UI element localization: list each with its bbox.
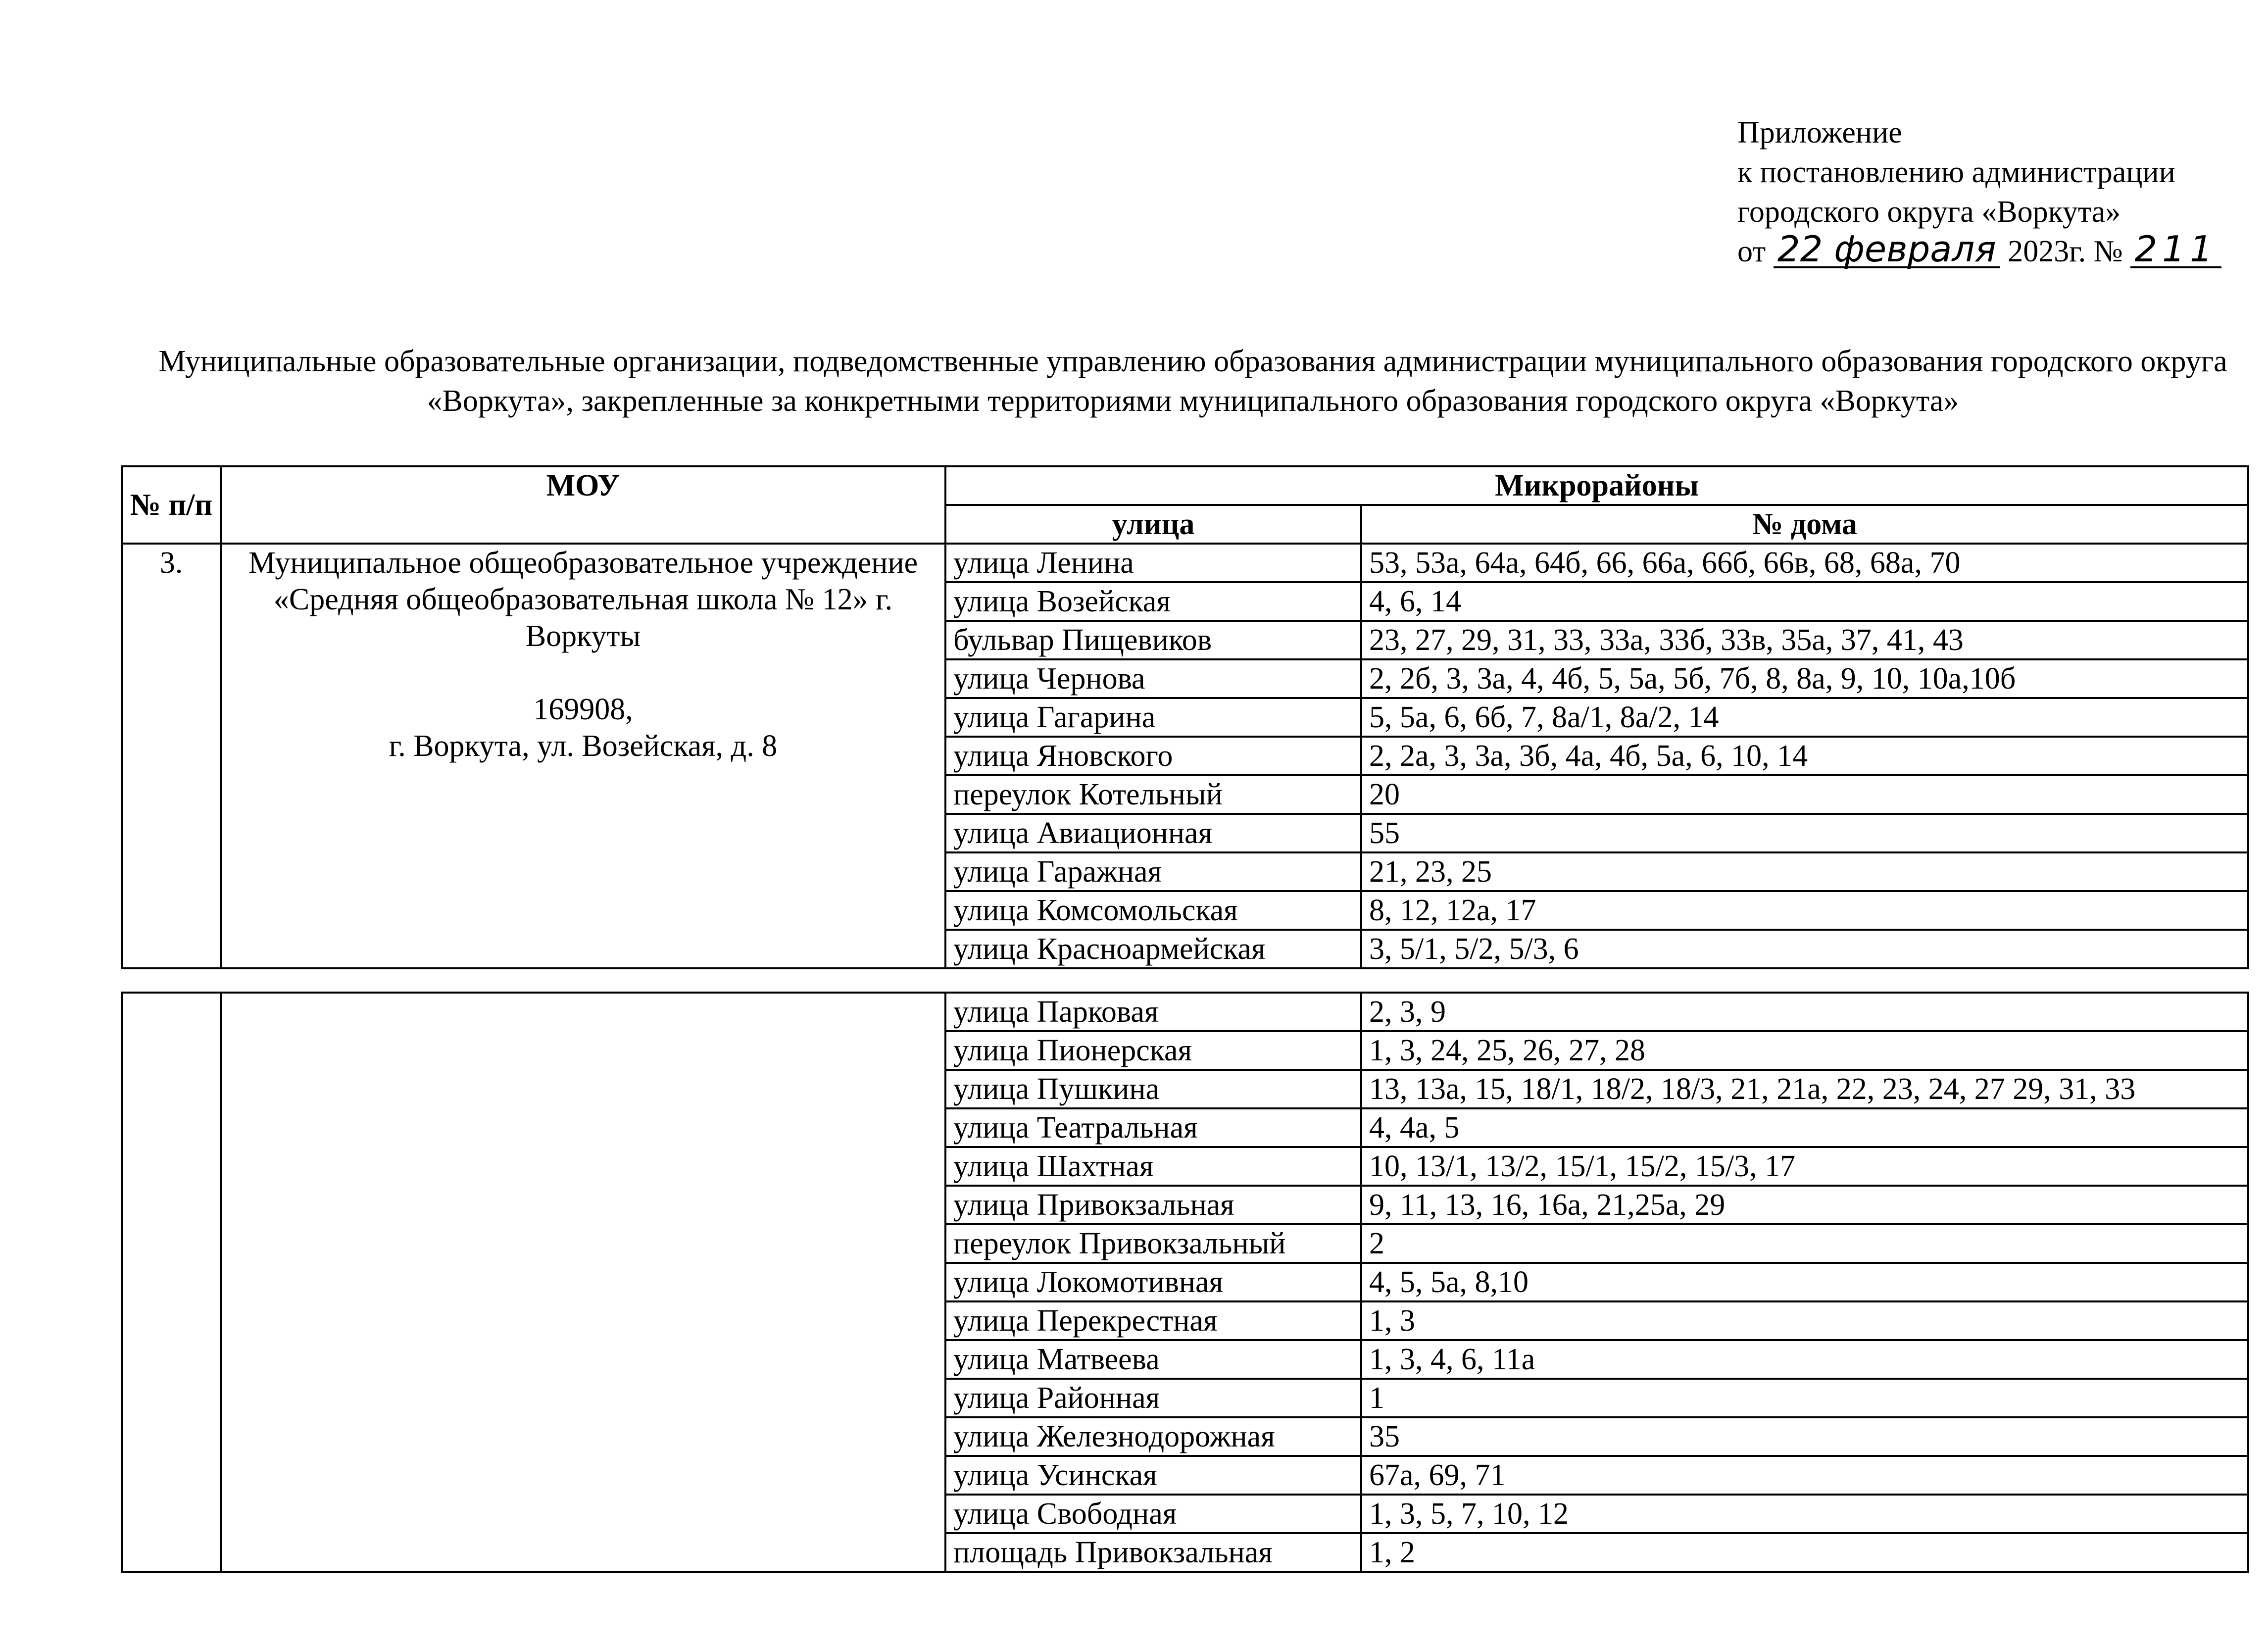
year-label: 2023г. № (2008, 235, 2123, 268)
houses-cell: 5, 5а, 6, 6б, 7, 8а/1, 8а/2, 14 (1361, 698, 2248, 737)
houses-cell: 1, 3 (1361, 1301, 2248, 1340)
entry-number-continued (122, 993, 221, 1572)
handwritten-number: 211 (2130, 232, 2221, 268)
houses-cell: 21, 23, 25 (1361, 852, 2248, 891)
street-cell: улица Привокзальная (945, 1186, 1361, 1224)
street-cell: улица Матвеева (945, 1340, 1361, 1379)
street-cell: улица Гаражная (945, 852, 1361, 891)
street-cell: бульвар Пищевиков (945, 621, 1361, 659)
houses-cell: 4, 5, 5а, 8,10 (1361, 1263, 2248, 1301)
appendix-line-decree: к постановлению администрации (1737, 155, 2175, 189)
street-cell: улица Железнодорожная (945, 1417, 1361, 1456)
houses-cell: 3, 5/1, 5/2, 5/3, 6 (1361, 930, 2248, 968)
street-cell: улица Красноармейская (945, 930, 1361, 968)
table-row (122, 993, 2248, 1031)
street-cell: улица Перекрестная (945, 1301, 1361, 1340)
street-cell: улица Театральная (945, 1108, 1361, 1147)
header-districts: Микрорайоны (945, 466, 2248, 505)
street-cell: улица Яновского (945, 737, 1361, 775)
street-cell: улица Свободная (945, 1495, 1361, 1533)
date-prefix: от (1737, 235, 1766, 268)
districts-table-page-2 (121, 992, 2249, 1573)
street-cell: улица Гагарина (945, 698, 1361, 737)
houses-cell: 4, 4а, 5 (1361, 1108, 2248, 1147)
houses-cell: 35 (1361, 1417, 2248, 1456)
street-cell: улица Пушкина (945, 1070, 1361, 1108)
houses-cell: 1, 3, 24, 25, 26, 27, 28 (1361, 1031, 2248, 1070)
houses-cell: 4, 6, 14 (1361, 582, 2248, 621)
houses-cell: 2 (1361, 1224, 2248, 1263)
street-cell: улица Комсомольская (945, 891, 1361, 930)
houses-cell: 9, 11, 13, 16, 16а, 21,25а, 29 (1361, 1186, 2248, 1224)
houses-cell: 1, 3, 5, 7, 10, 12 (1361, 1495, 2248, 1533)
header-street: улица (945, 505, 1361, 544)
street-cell: улица Авиационная (945, 814, 1361, 852)
houses-cell: 2, 3, 9 (1361, 993, 2248, 1031)
houses-cell: 1, 3, 4, 6, 11а (1361, 1340, 2248, 1379)
street-cell: улица Ленина (945, 544, 1361, 582)
header-houses: № дома (1361, 505, 2248, 544)
street-cell: улица Пионерская (945, 1031, 1361, 1070)
street-cell: площадь Привокзальная (945, 1533, 1361, 1572)
houses-cell: 2, 2б, 3, 3а, 4, 4б, 5, 5а, 5б, 7б, 8, 8а, 9, 10, 10а,10б (1361, 659, 2248, 698)
appendix-date-line (1737, 228, 2221, 271)
houses-cell: 13, 13а, 15, 18/1, 18/2, 18/3, 21, 21а, 22, 23, 24, 27 29, 31, 33 (1361, 1070, 2248, 1108)
houses-cell: 20 (1361, 775, 2248, 814)
houses-cell: 8, 12, 12а, 17 (1361, 891, 2248, 930)
appendix-block (1737, 113, 2221, 271)
houses-cell: 1, 2 (1361, 1533, 2248, 1572)
street-cell: переулок Привокзальный (945, 1224, 1361, 1263)
school-address (229, 691, 937, 764)
school-street-address: г. Воркута, ул. Возейская, д. 8 (389, 729, 778, 763)
appendix-line-district: городского округа «Воркута» (1737, 195, 2121, 229)
districts-table-page-1 (121, 465, 2249, 969)
header-school: МОУ (221, 466, 945, 544)
entry-number: 3. (122, 544, 221, 968)
houses-cell: 67а, 69, 71 (1361, 1456, 2248, 1495)
school-postcode: 169908, (533, 693, 633, 726)
street-cell: улица Усинская (945, 1456, 1361, 1495)
header-num: № п/п (122, 466, 221, 544)
houses-cell: 55 (1361, 814, 2248, 852)
document-title: Муниципальные образовательные организации, подведомственные управлению образования администрации муниципального образования городского округа «Воркута», закрепленные за конкретными территориями муниципального образования городского округа «Воркута» (158, 345, 2227, 418)
handwritten-date: 22 февраля (1774, 232, 2000, 268)
houses-cell: 23, 27, 29, 31, 33, 33а, 33б, 33в, 35а, 37, 41, 43 (1361, 621, 2248, 659)
street-cell: улица Шахтная (945, 1147, 1361, 1186)
appendix-title: Приложение (1737, 116, 1902, 150)
street-cell: переулок Котельный (945, 775, 1361, 814)
table-row (122, 544, 2248, 582)
street-cell: улица Чернова (945, 659, 1361, 698)
street-cell: улица Районная (945, 1379, 1361, 1417)
houses-cell: 53, 53а, 64а, 64б, 66, 66а, 66б, 66в, 68, 68а, 70 (1361, 544, 2248, 582)
street-cell: улица Локомотивная (945, 1263, 1361, 1301)
street-cell: улица Парковая (945, 993, 1361, 1031)
school-cell-continued (221, 993, 945, 1572)
street-cell: улица Возейская (945, 582, 1361, 621)
school-cell (221, 544, 945, 968)
school-name: Муниципальное общеобразовательное учреждение «Средняя общеобразовательная школа № 12» г. Воркуты (248, 546, 918, 653)
houses-cell: 1 (1361, 1379, 2248, 1417)
houses-cell: 2, 2а, 3, 3а, 3б, 4а, 4б, 5а, 6, 10, 14 (1361, 737, 2248, 775)
houses-cell: 10, 13/1, 13/2, 15/1, 15/2, 15/3, 17 (1361, 1147, 2248, 1186)
